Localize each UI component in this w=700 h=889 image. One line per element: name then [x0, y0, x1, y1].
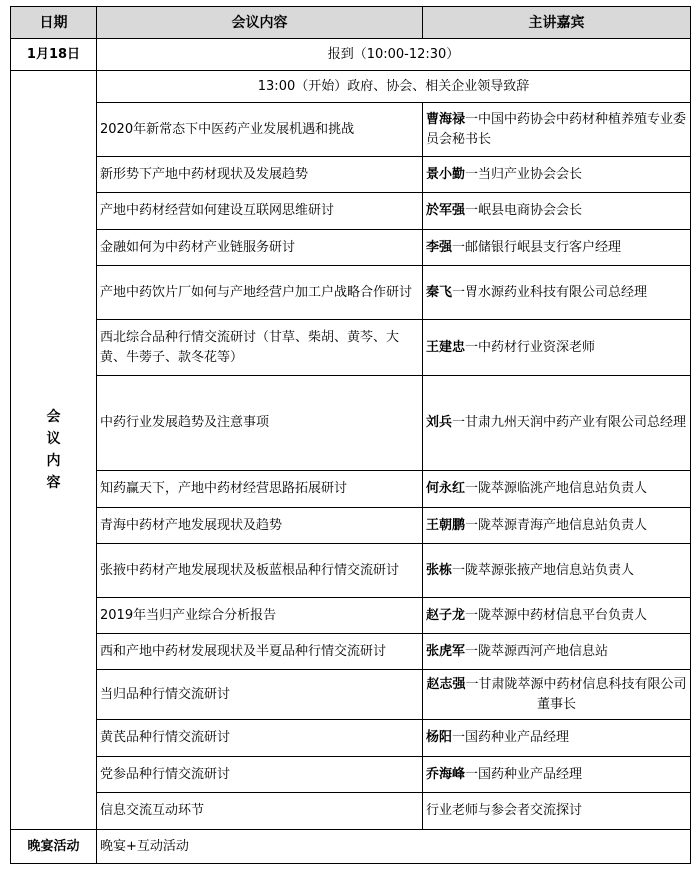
speaker-cell [423, 544, 691, 598]
speaker-role: 一陇萃源临洮产地信息站负责人 [465, 481, 648, 496]
speaker-cell [423, 193, 691, 230]
topic-cell: 黄芪品种行情交流研讨 [97, 720, 423, 757]
topic-cell: 西和产地中药材发展现状及半夏品种行情交流研讨 [97, 634, 423, 670]
speaker-name: 李强 [426, 239, 453, 255]
dinner-text: 晚宴+互动活动 [97, 830, 691, 864]
speaker-name: 王建忠 [426, 339, 466, 355]
speaker-role: 一甘肃陇萃源中药材信息科技有限公司董事长 [465, 676, 687, 712]
agenda-row [11, 598, 691, 634]
speaker-cell [423, 230, 691, 266]
section-label [11, 71, 97, 830]
speaker-name: 曹海禄 [426, 111, 466, 127]
agenda-row [11, 720, 691, 757]
speaker-role: 行业老师与参会者交流探讨 [426, 803, 583, 818]
speaker-cell [423, 634, 691, 670]
section-label-char: 内 [46, 453, 61, 469]
topic-cell: 金融如何为中药材产业链服务研讨 [97, 230, 423, 266]
agenda-row [11, 157, 691, 193]
speaker-role: 一邮储银行岷县支行客户经理 [452, 239, 622, 255]
speaker-role: 一陇萃源张掖产地信息站负责人 [452, 562, 635, 578]
speaker-cell [423, 793, 691, 830]
speaker-name: 乔海峰 [426, 766, 466, 782]
header-content: 会议内容 [97, 7, 423, 39]
topic-cell: 新形势下产地中药材现状及发展趋势 [97, 157, 423, 193]
agenda-row [11, 320, 691, 376]
topic-cell: 西北综合品种行情交流研讨（甘草、柴胡、黄芩、大黄、牛蒡子、款冬花等） [97, 320, 423, 376]
agenda-row [11, 103, 691, 157]
speaker-role: 一中国中药协会中药材种植养殖专业委员会秘书长 [426, 111, 687, 147]
topic-cell: 产地中药材经营如何建设互联网思维研讨 [97, 193, 423, 230]
speaker-name: 王朝鹏 [426, 517, 466, 533]
speaker-role: 一当归产业协会会长 [465, 166, 583, 182]
agenda-row [11, 634, 691, 670]
topic-cell: 党参品种行情交流研讨 [97, 757, 423, 793]
speaker-cell [423, 320, 691, 376]
speaker-name: 张栋 [426, 562, 453, 578]
agenda-row [11, 230, 691, 266]
header-row [11, 7, 691, 39]
speaker-cell [423, 508, 691, 544]
registration-text: 报到（10:00-12:30） [97, 39, 691, 71]
topic-cell: 知药赢天下，产地中药材经营思路拓展研讨 [97, 471, 423, 508]
speaker-name: 赵志强 [426, 676, 466, 692]
topic-cell: 张掖中药材产地发展现状及板蓝根品种行情交流研讨 [97, 544, 423, 598]
speaker-name: 於军强 [426, 203, 466, 218]
speaker-cell [423, 157, 691, 193]
speaker-name: 秦飞 [426, 284, 453, 300]
registration-row [11, 39, 691, 71]
speaker-name: 刘兵 [426, 415, 453, 430]
agenda-row [11, 508, 691, 544]
agenda-table [10, 6, 691, 864]
section-label-char: 会 [46, 409, 61, 425]
speaker-role: 一陇萃源青海产地信息站负责人 [465, 517, 648, 533]
speaker-cell [423, 598, 691, 634]
dinner-label: 晚宴活动 [11, 830, 97, 864]
topic-cell: 2020年新常态下中医药产业发展机遇和挑战 [97, 103, 423, 157]
speaker-name: 何永红 [426, 481, 466, 496]
speaker-name: 赵子龙 [426, 607, 466, 623]
agenda-row [11, 471, 691, 508]
speaker-cell [423, 670, 691, 720]
speaker-role: 一国药种业产品经理 [452, 730, 570, 745]
topic-cell: 信息交流互动环节 [97, 793, 423, 830]
speaker-name: 景小勤 [426, 166, 466, 182]
agenda-row [11, 193, 691, 230]
topic-cell: 当归品种行情交流研讨 [97, 670, 423, 720]
agenda-row [11, 670, 691, 720]
topic-cell: 青海中药材产地发展现状及趋势 [97, 508, 423, 544]
speaker-cell [423, 103, 691, 157]
speaker-name: 杨阳 [426, 730, 453, 745]
speaker-role: 一国药种业产品经理 [465, 766, 583, 782]
speaker-role: 一陇萃源中药材信息平台负责人 [465, 607, 648, 623]
topic-cell: 中药行业发展趋势及注意事项 [97, 376, 423, 471]
opening-row [11, 71, 691, 103]
agenda-row [11, 793, 691, 830]
speaker-role: 一中药材行业资深老师 [465, 339, 596, 355]
speaker-cell [423, 376, 691, 471]
dinner-row [11, 830, 691, 864]
speaker-role: 一胃水源药业科技有限公司总经理 [452, 284, 648, 300]
topic-cell: 产地中药饮片厂如何与产地经营户加工户战略合作研讨 [97, 266, 423, 320]
agenda-row [11, 266, 691, 320]
registration-date: 1月18日 [11, 39, 97, 71]
agenda-row [11, 544, 691, 598]
opening-text: 13:00（开始）政府、协会、相关企业领导致辞 [97, 71, 691, 103]
agenda-row [11, 376, 691, 471]
speaker-cell [423, 266, 691, 320]
header-date: 日期 [11, 7, 97, 39]
speaker-cell [423, 757, 691, 793]
speaker-role: 一甘肃九州天润中药产业有限公司总经理 [452, 415, 687, 430]
speaker-cell [423, 720, 691, 757]
speaker-cell [423, 471, 691, 508]
section-label-char: 议 [46, 431, 61, 447]
speaker-role: 一岷县电商协会会长 [465, 203, 583, 218]
agenda-row [11, 757, 691, 793]
section-label-char: 容 [46, 475, 61, 491]
speaker-name: 张虎军 [426, 643, 466, 659]
header-speaker: 主讲嘉宾 [423, 7, 691, 39]
speaker-role: 一陇萃源西河产地信息站 [465, 643, 609, 659]
topic-cell: 2019年当归产业综合分析报告 [97, 598, 423, 634]
